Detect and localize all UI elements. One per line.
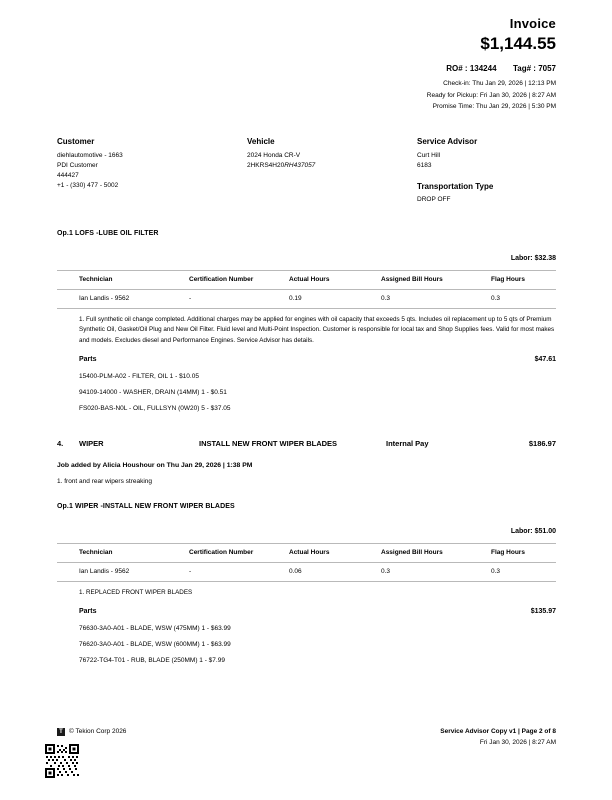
table-row (79, 563, 556, 581)
op1-labor-label: Labor: (510, 255, 533, 262)
list-item: FS020-BAS-N0L - OIL, FULLSYN (0W20) 5 - $37.05 (79, 405, 231, 413)
op1-col-assigned-bill-hours: Assigned Bill Hours (381, 276, 443, 283)
customer-number: 444427 (57, 172, 79, 179)
job4-parts-label: Parts (79, 608, 97, 616)
op1-title (57, 228, 556, 239)
info-columns (57, 136, 556, 205)
job-4-name: WIPER (79, 439, 104, 448)
job4-table-header-row (79, 544, 556, 562)
op1-parts-list (79, 369, 556, 417)
job4-technician-table (79, 544, 556, 562)
job-4-description: INSTALL NEW FRONT WIPER BLADES (199, 439, 338, 448)
ro-number: 134244 (469, 64, 497, 73)
table-row (79, 290, 556, 308)
footer-date-line: Fri Jan 30, 2026 | 8:27 AM (479, 738, 556, 746)
op1-note: 1. Full synthetic oil change completed. Additional charges may be applied for engines with oil capacity that exceeds 5 qts. Includes oil replacement up to 5 qts of Premium Synthetic Oil, Gasket/Oil Plug and New Oil Filter. Fluid level and Multi-Point Inspection. Customer is responsible for local tax and Shop Supplies fees. Valid for most makes and models. Excludes diesel and Performance Engines. Service Advisor has details. (79, 316, 555, 344)
job4-col-technician: Technician (79, 549, 113, 556)
copyright-text: © Tekion Corp 2026 (69, 728, 127, 735)
list-item: 76722-TG4-T01 - RUB, BLADE (250MM) 1 - $7.99 (79, 657, 225, 665)
op1-rule-bottom (57, 308, 556, 309)
ro-tag-line (427, 63, 556, 74)
vin-prefix: 2HKRS4H20 (247, 162, 285, 169)
job4-op1-description: -INSTALL NEW FRONT WIPER BLADES (100, 503, 235, 510)
operation-lofs (57, 228, 556, 417)
customer-phone: +1 - (330) 477 - 5002 (57, 182, 119, 189)
job4-technician-assigned-hours: 0.3 (381, 568, 391, 575)
list-item: 15400-PLM-A02 - FILTER, OIL 1 - $10.05 (79, 373, 199, 381)
customer-name: diehlautomotive - 1663 (57, 152, 123, 159)
job4-parts-list (79, 621, 556, 669)
service-advisor-name: Curt Hill (417, 152, 441, 159)
job4-op1-label: Op.1 WIPER (57, 503, 99, 510)
op1-technician-cert: - (189, 295, 192, 302)
tekion-logo-icon: T (57, 728, 65, 736)
service-advisor-id: 6183 (417, 162, 432, 169)
job4-parts-total: $135.97 (530, 608, 556, 616)
job-4-complaint: 1. front and rear wipers streaking (57, 478, 153, 485)
job-4-header (57, 438, 556, 450)
job4-op1-title (57, 501, 556, 512)
check-in-time: Check-in: Thu Jan 29, 2026 | 12:13 PM (443, 80, 556, 87)
op1-col-certification: Certification Number (189, 276, 254, 283)
ready-for-pickup-time: Ready for Pickup: Fri Jan 30, 2026 | 8:27 AM (426, 91, 556, 99)
op1-technician-name: Ian Landis - 9562 (79, 295, 130, 302)
op1-table-header-row (79, 271, 556, 289)
job4-labor-amount: $51.00 (534, 528, 556, 535)
transportation-type-title: Transportation Type (417, 182, 494, 191)
footer-copy-info (440, 727, 556, 748)
job4-technician-flag-hours: 0.3 (491, 568, 501, 575)
invoice-title: Invoice (509, 16, 556, 31)
op1-technician-assigned-hours: 0.3 (381, 295, 391, 302)
customer-block (57, 136, 247, 205)
qr-code-icon (45, 744, 79, 778)
vin-suffix: RH437057 (284, 162, 316, 169)
job4-technician-rows (79, 563, 556, 581)
job4-col-certification: Certification Number (189, 549, 254, 556)
vehicle-block (247, 136, 417, 205)
op1-technician-actual-hours: 0.19 (289, 295, 302, 302)
job4-col-flag-hours: Flag Hours (491, 549, 525, 556)
op1-parts-total: $47.61 (534, 356, 556, 364)
vehicle-description: 2024 Honda CR-V (247, 152, 301, 159)
op1-technician-flag-hours: 0.3 (491, 295, 501, 302)
customer-title: Customer (57, 137, 95, 146)
job4-rule-bottom (57, 581, 556, 582)
service-advisor-title: Service Advisor (417, 137, 478, 146)
op1-col-actual-hours: Actual Hours (289, 276, 330, 283)
job4-op1-labor (57, 526, 556, 537)
op1-description: -LUBE OIL FILTER (96, 230, 159, 237)
op1-parts-header (79, 354, 556, 365)
job4-technician-name: Ian Landis - 9562 (79, 568, 130, 575)
invoice-total-amount: $1,144.55 (480, 34, 556, 53)
list-item: 76630-3A0-A01 - BLADE, WSW (475MM) 1 - $63.99 (79, 625, 231, 633)
ro-label: RO# : (446, 64, 468, 73)
list-item: 94109-14000 - WASHER, DRAIN (14MM) 1 - $0.51 (79, 389, 227, 397)
tag-label: Tag# : (513, 64, 536, 73)
op1-col-flag-hours: Flag Hours (491, 276, 525, 283)
job4-labor-label: Labor: (510, 528, 533, 535)
vehicle-vin (247, 161, 417, 171)
op1-labor (57, 253, 556, 264)
job4-technician-actual-hours: 0.06 (289, 568, 302, 575)
customer-line-2: PDI Customer (57, 162, 98, 169)
job4-col-assigned-bill-hours: Assigned Bill Hours (381, 549, 443, 556)
op1-technician-rows (79, 290, 556, 308)
footer-copy-line: Service Advisor Copy v1 | Page 2 of 8 (440, 728, 556, 735)
list-item: 76620-3A0-A01 - BLADE, WSW (600MM) 1 - $63.99 (79, 641, 231, 649)
job-4-block (57, 438, 556, 669)
job4-col-actual-hours: Actual Hours (289, 549, 330, 556)
page-footer (57, 727, 556, 748)
job-4-amount: $186.97 (528, 439, 556, 448)
job-4-pay-type: Internal Pay (386, 439, 429, 448)
promise-time: Promise Time: Thu Jan 29, 2026 | 5:30 PM (432, 103, 556, 110)
op1-parts-label: Parts (79, 356, 97, 364)
op1-label: Op.1 LOFS (57, 230, 95, 237)
invoice-header (427, 16, 556, 112)
footer-copyright (57, 727, 126, 737)
op1-labor-amount: $32.38 (534, 255, 556, 262)
transportation-type-value: DROP OFF (417, 196, 451, 203)
service-advisor-block (417, 136, 557, 205)
tag-number: 7057 (538, 64, 556, 73)
vehicle-title: Vehicle (247, 137, 275, 146)
job-4-added-by: Job added by Alicia Houshour on Thu Jan 29, 2026 | 1:38 PM (57, 462, 253, 469)
op1-technician-table (79, 271, 556, 289)
job-4-number: 4. (57, 439, 64, 448)
job4-op-note: 1. REPLACED FRONT WIPER BLADES (79, 589, 193, 596)
op1-col-technician: Technician (79, 276, 113, 283)
job4-parts-header (79, 606, 556, 617)
job4-technician-cert: - (189, 568, 192, 575)
